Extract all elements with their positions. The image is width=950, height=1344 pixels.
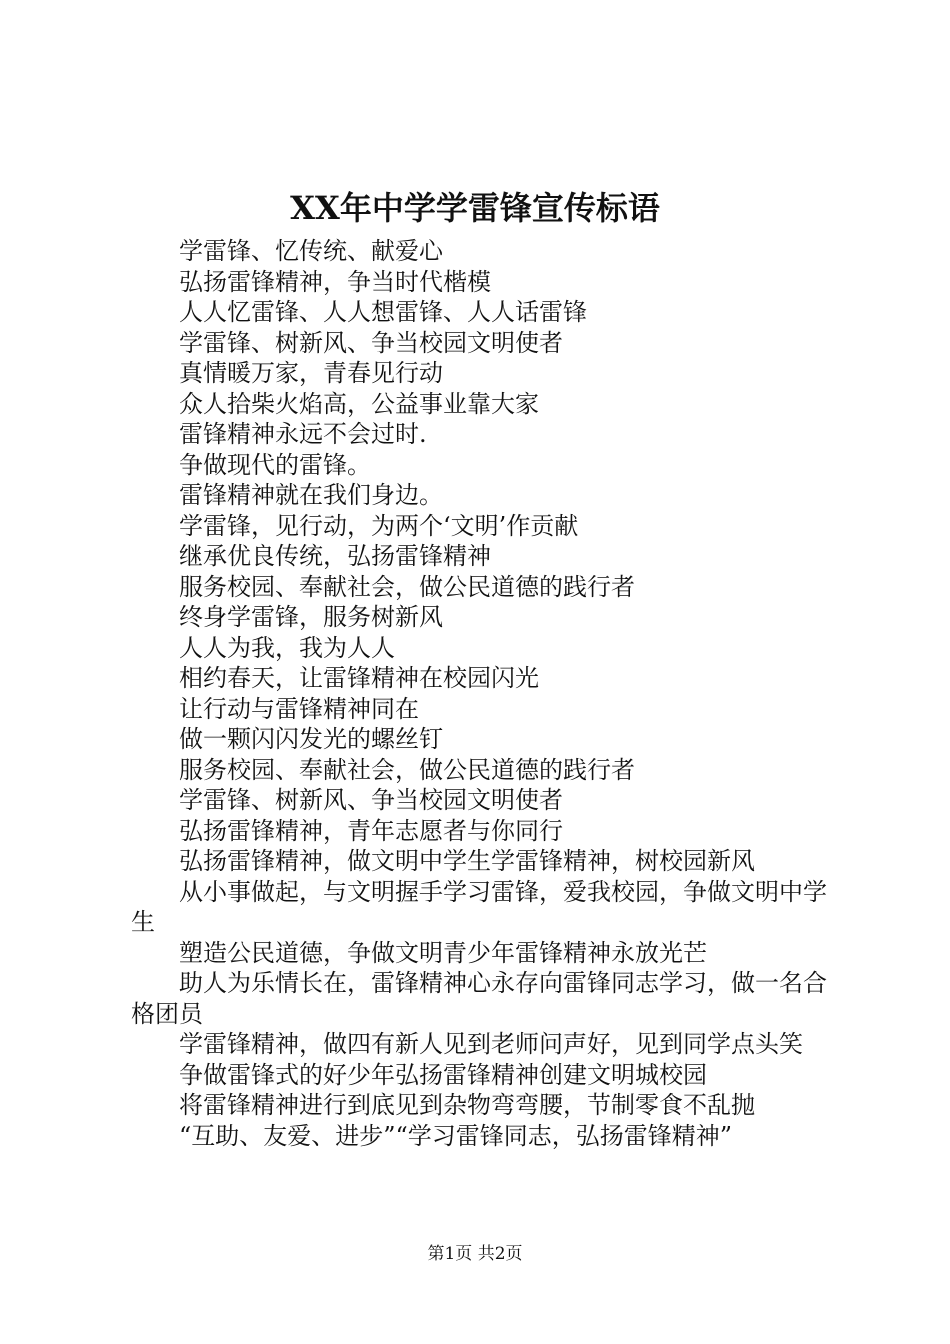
slogan-line: 学雷锋，见行动，为两个‘文明’作贡献 — [179, 511, 579, 540]
slogan-line: 弘扬雷锋精神，做文明中学生学雷锋精神，树校园新风 — [179, 847, 755, 875]
slogan-line: 人人忆雷锋、人人想雷锋、人人话雷锋 — [179, 298, 587, 326]
slogan-line: 继承优良传统，弘扬雷锋精神 — [179, 542, 491, 570]
slogan-list — [131, 236, 831, 1151]
slogan-line: 雷锋精神永远不会过时. — [179, 420, 427, 448]
slogan-line: 真情暖万家，青春见行动 — [179, 359, 443, 387]
slogan-line: 服务校园、奉献社会，做公民道德的践行者 — [179, 572, 635, 601]
slogan-line: 争做雷锋式的好少年弘扬雷锋精神创建文明城校园 — [179, 1060, 707, 1089]
slogan-line: 雷锋精神就在我们身边。 — [179, 481, 443, 509]
slogan-line: “互助、友爱、进步”“学习雷锋同志，弘扬雷锋精神” — [179, 1121, 733, 1150]
slogan-line: 终身学雷锋，服务树新风 — [179, 603, 443, 631]
slogan-line: 弘扬雷锋精神，争当时代楷模 — [179, 267, 491, 296]
page-footer: 第1页 共2页 — [427, 1244, 523, 1264]
slogan-line: 将雷锋精神进行到底见到杂物弯弯腰，节制零食不乱抛 — [179, 1091, 755, 1119]
slogan-line: 学雷锋精神，做四有新人见到老师问声好，见到同学点头笑 — [179, 1030, 803, 1058]
slogan-line: 学雷锋、忆传统、献爱心 — [179, 237, 443, 265]
slogan-line: 相约春天，让雷锋精神在校园闪光 — [179, 664, 539, 692]
document-title: XX年中学学雷锋宣传标语 — [290, 189, 660, 227]
slogan-line: 从小事做起，与文明握手学习雷锋，爱我校园，争做文明中学生 — [131, 877, 827, 936]
slogan-line: 人人为我，我为人人 — [179, 633, 395, 662]
slogan-line: 弘扬雷锋精神，青年志愿者与你同行 — [179, 816, 563, 845]
slogan-line: 让行动与雷锋精神同在 — [179, 694, 419, 723]
slogan-line: 塑造公民道德，争做文明青少年雷锋精神永放光芒 — [179, 938, 707, 967]
slogan-line: 学雷锋、树新风、争当校园文明使者 — [179, 786, 563, 814]
slogan-line: 助人为乐情长在，雷锋精神心永存向雷锋同志学习，做一名合格团员 — [131, 969, 827, 1028]
slogan-line: 做一颗闪闪发光的螺丝钉 — [179, 725, 443, 753]
slogan-line: 众人拾柴火焰高，公益事业靠大家 — [179, 389, 539, 418]
slogan-line: 争做现代的雷锋。 — [179, 450, 371, 479]
slogan-line: 服务校园、奉献社会，做公民道德的践行者 — [179, 755, 635, 784]
slogan-line: 学雷锋、树新风、争当校园文明使者 — [179, 328, 563, 357]
